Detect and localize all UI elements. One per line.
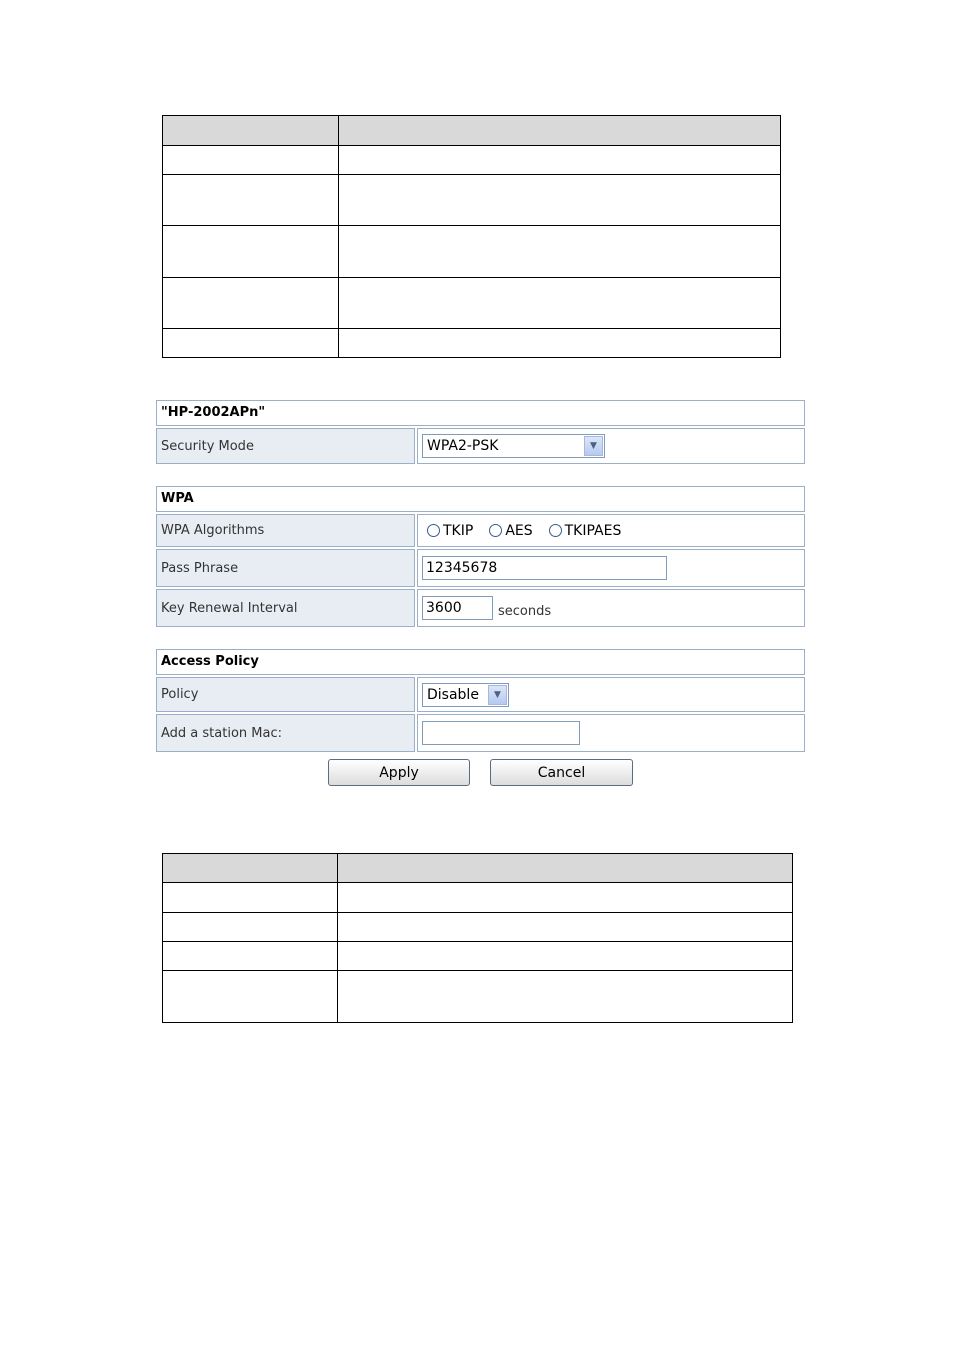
security-mode-label: Security Mode [156,428,415,464]
radio-tkipaes[interactable] [549,523,622,539]
table-header-cell [338,854,793,883]
wpa-section [156,486,805,629]
table-header-cell [339,116,781,146]
security-mode-cell [417,428,805,464]
section-title-access-policy: Access Policy [156,649,805,675]
table-cell [163,883,338,913]
wpa-algorithms-row [156,514,805,547]
radio-circle-icon[interactable] [549,524,562,537]
key-renewal-label: Key Renewal Interval [156,589,415,627]
station-mac-input[interactable] [422,721,580,745]
table-cell [163,146,339,175]
access-policy-section [156,649,805,754]
table-cell [163,971,338,1023]
cancel-button[interactable]: Cancel [490,759,633,786]
pass-phrase-row [156,549,805,587]
table-cell [339,146,781,175]
key-renewal-input[interactable]: 3600 [422,596,493,620]
station-mac-cell [417,714,805,752]
policy-row [156,677,805,712]
radio-aes[interactable] [489,523,532,539]
policy-cell [417,677,805,712]
table-cell [163,329,339,358]
table-cell [163,942,338,971]
radio-circle-icon[interactable] [427,524,440,537]
policy-value: Disable [427,686,479,703]
table-cell [339,278,781,329]
wpa-algorithms-radio-group [427,523,637,539]
table-cell [338,883,793,913]
table-cell [163,175,339,226]
pass-phrase-cell [417,549,805,587]
table-cell [163,226,339,278]
table-header-cell [163,854,338,883]
radio-circle-icon[interactable] [489,524,502,537]
policy-select[interactable] [422,683,509,707]
table-cell [338,913,793,942]
table-cell [163,913,338,942]
security-section [156,400,805,466]
wpa-algorithms-cell [417,514,805,547]
section-title-device: "HP-2002APn" [156,400,805,426]
table-cell [339,175,781,226]
key-renewal-row [156,589,805,627]
table-cell [338,971,793,1023]
wpa-algorithms-label: WPA Algorithms [156,514,415,547]
radio-tkipaes-label: TKIPAES [564,522,622,539]
chevron-down-icon[interactable]: ▼ [584,436,603,456]
table-cell [339,329,781,358]
table-cell [338,942,793,971]
key-renewal-cell [417,589,805,627]
key-renewal-unit: seconds [498,603,552,619]
radio-aes-label: AES [505,522,533,539]
pass-phrase-input[interactable]: 12345678 [422,556,667,580]
station-mac-row [156,714,805,752]
table-header-cell [163,116,339,146]
station-mac-label: Add a station Mac: [156,714,415,752]
pass-phrase-label: Pass Phrase [156,549,415,587]
table-cell [163,278,339,329]
table-cell [339,226,781,278]
radio-tkip[interactable] [427,523,473,539]
security-mode-value: WPA2-PSK [427,438,499,454]
document-table-bottom [162,853,793,1023]
document-table-top [162,115,781,358]
section-title-wpa: WPA [156,486,805,512]
policy-label: Policy [156,677,415,712]
security-mode-select[interactable] [422,434,605,458]
security-mode-row [156,428,805,464]
chevron-down-icon[interactable]: ▼ [488,685,507,705]
apply-button[interactable]: Apply [328,759,470,786]
radio-tkip-label: TKIP [443,522,474,539]
